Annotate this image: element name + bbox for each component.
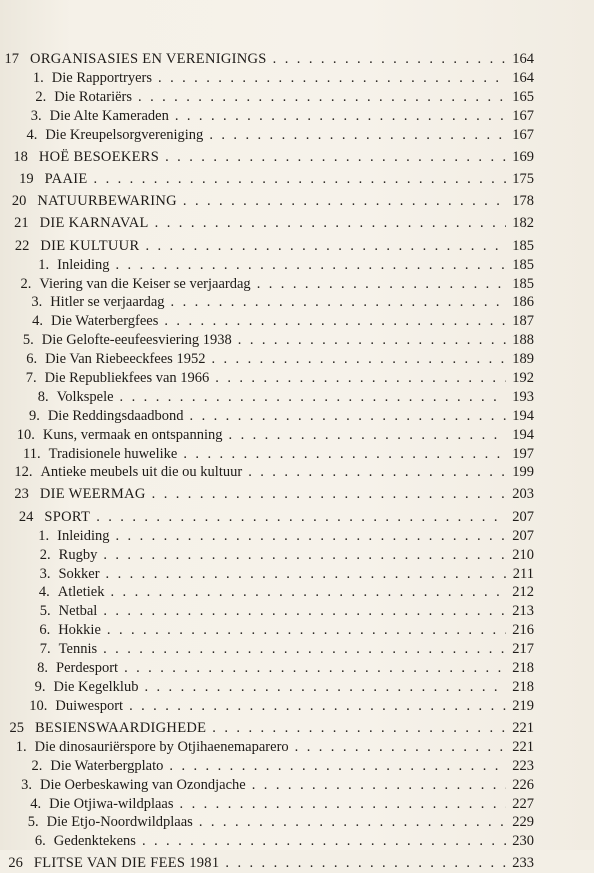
item-number: 4.	[32, 313, 43, 330]
item-title: Die Alte Kameraden	[49, 107, 169, 124]
toc-subentry-row	[0, 795, 594, 814]
dot-leader	[107, 621, 506, 640]
page-number: 188	[512, 332, 534, 349]
item-number: 3.	[31, 294, 43, 311]
page-number: 185	[512, 237, 534, 254]
page-number: 164	[512, 51, 534, 67]
dot-leader	[165, 148, 506, 167]
page-number: 229	[512, 814, 534, 831]
item-number: 9.	[28, 407, 40, 424]
page-number: 197	[512, 445, 534, 462]
chapter-title: DIE KARNAVAL	[39, 215, 149, 232]
chapter-title: PAAIE	[44, 170, 88, 187]
dot-leader	[169, 757, 506, 776]
item-number: 6.	[26, 351, 38, 368]
dot-leader	[129, 697, 506, 716]
toc-subentry-row	[0, 776, 594, 795]
toc-subentry-row	[0, 832, 594, 851]
item-title: Die Waterbergfees	[50, 313, 159, 330]
toc-chapter-row	[0, 170, 594, 189]
item-title: Die Van Riebeeckfees 1952	[45, 351, 206, 368]
toc-subentry-row	[0, 463, 594, 482]
dot-leader	[103, 602, 506, 621]
item-title: Hokkie	[58, 622, 101, 639]
item-number: 2.	[20, 275, 32, 292]
chapter-title: FLITSE VAN DIE FEES 1981	[33, 855, 220, 872]
toc-subentry-row	[0, 350, 594, 369]
toc-subentry-row	[0, 659, 594, 678]
dot-leader	[144, 678, 506, 697]
chapter-title: SPORT	[44, 508, 91, 525]
page-number: 210	[512, 546, 534, 563]
item-number: 2.	[31, 757, 43, 774]
item-number: 10.	[16, 426, 35, 443]
page-number: 203	[512, 486, 534, 503]
item-title: Die dinosauriërspore by Otjihaenemaparero	[34, 738, 289, 755]
page-number: 194	[512, 407, 534, 424]
dot-leader	[229, 426, 507, 445]
dot-leader	[248, 463, 506, 482]
dot-leader	[115, 527, 506, 546]
dot-leader	[257, 275, 507, 294]
item-title: Die Kreupelsorgvereniging	[45, 126, 204, 143]
item-title: Inleiding	[57, 527, 110, 544]
dot-leader	[106, 565, 507, 584]
toc-subentry-row	[0, 583, 594, 602]
item-title: Tennis	[58, 641, 98, 658]
dot-leader	[115, 256, 506, 275]
page-number: 185	[512, 275, 534, 292]
item-title: Die Waterbergplato	[50, 757, 164, 774]
item-title: Perdesport	[56, 659, 119, 676]
item-title: Die Rotariërs	[54, 89, 133, 106]
item-title: Gedenktekens	[53, 833, 136, 850]
toc-subentry-row	[0, 88, 594, 107]
item-title: Die Rapportryers	[51, 70, 153, 87]
chapter-number: 20	[11, 193, 27, 210]
page-number: 216	[512, 622, 534, 639]
dot-leader	[190, 407, 507, 426]
toc-subentry-row	[0, 813, 594, 832]
dot-leader	[96, 508, 506, 527]
item-number: 7.	[39, 641, 51, 658]
page-number: 217	[512, 641, 534, 658]
toc-subentry-row	[0, 697, 594, 716]
toc-subentry-row	[0, 738, 594, 757]
page-number: 207	[512, 508, 534, 525]
item-number: 2.	[35, 89, 47, 106]
item-number: 1.	[32, 70, 44, 87]
page-number: 178	[512, 193, 534, 210]
toc-subentry-row	[0, 621, 594, 640]
dot-leader	[252, 776, 507, 795]
toc-subentry-row	[0, 640, 594, 659]
dot-leader	[209, 126, 506, 145]
chapter-title: DIE WEERMAG	[39, 486, 146, 503]
chapter-number: 25	[9, 719, 24, 736]
page-number: 165	[512, 89, 534, 106]
item-title: Duiwesport	[55, 697, 124, 714]
page-number: 167	[512, 126, 534, 143]
page-number: 182	[512, 215, 534, 232]
page-number: 211	[512, 565, 534, 582]
item-title: Atletiek	[57, 584, 105, 601]
toc-subentry-row	[0, 678, 594, 697]
dot-leader	[180, 795, 507, 814]
dot-leader	[199, 813, 506, 832]
toc-subentry-row	[0, 757, 594, 776]
item-number: 1.	[38, 256, 50, 273]
page-number: 193	[512, 388, 534, 405]
item-number: 4.	[26, 126, 38, 143]
page-number: 213	[512, 603, 534, 620]
chapter-number: 23	[14, 486, 29, 503]
item-number: 4.	[30, 795, 42, 812]
item-number: 3.	[30, 107, 42, 124]
item-title: Antieke meubels uit die ou kultuur	[40, 464, 243, 481]
toc-chapter-row	[0, 192, 594, 211]
toc-chapter-row	[0, 237, 594, 256]
page-number: 164	[512, 70, 534, 87]
item-number: 9.	[34, 678, 46, 695]
table-of-contents	[0, 50, 594, 873]
dot-leader	[215, 369, 506, 388]
dot-leader	[110, 583, 506, 602]
toc-subentry-row	[0, 388, 594, 407]
toc-subentry-row	[0, 546, 594, 565]
item-number: 7.	[25, 370, 37, 387]
toc-subentry-row	[0, 527, 594, 546]
dot-leader	[152, 485, 507, 504]
chapter-title: HOË BESOEKERS	[38, 148, 160, 165]
dot-leader	[273, 50, 507, 69]
chapter-number: 17	[4, 51, 20, 67]
toc-subentry-row	[0, 312, 594, 331]
dot-leader	[238, 331, 506, 350]
item-title: Viering van die Keiser se verjaardag	[39, 275, 251, 292]
chapter-number: 18	[13, 148, 28, 165]
page-number: 226	[512, 776, 534, 793]
toc-subentry-row	[0, 426, 594, 445]
item-title: Die Gelofte-eeufeesviering 1938	[41, 332, 232, 349]
toc-subentry-row	[0, 565, 594, 584]
chapter-title: DIE KULTUUR	[40, 237, 140, 254]
item-number: 11.	[23, 445, 41, 462]
page-number: 230	[512, 833, 534, 850]
toc-subentry-row	[0, 69, 594, 88]
toc-subentry-row	[0, 275, 594, 294]
chapter-number: 24	[18, 508, 34, 525]
chapter-number: 26	[8, 855, 23, 872]
item-title: Inleiding	[57, 256, 110, 273]
page-number: 221	[512, 738, 534, 755]
page-number: 189	[512, 351, 534, 368]
page-number: 169	[512, 148, 534, 165]
item-title: Tradisionele huwelike	[48, 445, 178, 462]
toc-chapter-row	[0, 148, 594, 167]
item-number: 5.	[27, 814, 39, 831]
page-number: 186	[512, 294, 534, 311]
dot-leader	[171, 293, 507, 312]
item-title: Die Republiekfees van 1966	[44, 370, 210, 387]
item-number: 8.	[37, 388, 49, 405]
dot-leader	[103, 546, 506, 565]
chapter-title: ORGANISASIES EN VERENIGINGS	[30, 51, 267, 67]
dot-leader	[183, 192, 506, 211]
dot-leader	[158, 69, 506, 88]
item-number: 10.	[29, 697, 48, 714]
toc-subentry-row	[0, 331, 594, 350]
page-number: 212	[512, 584, 534, 601]
dot-leader	[175, 107, 506, 126]
toc-chapter-row	[0, 485, 594, 504]
dot-leader	[124, 659, 506, 678]
chapter-title: BESIENSWAARDIGHEDE	[34, 719, 207, 736]
dot-leader	[145, 237, 506, 256]
dot-leader	[155, 214, 507, 233]
toc-subentry-row	[0, 602, 594, 621]
toc-chapter-row	[0, 719, 594, 738]
item-number: 4.	[38, 584, 50, 601]
page-number: 185	[512, 256, 534, 273]
item-title: Volkspele	[56, 388, 114, 405]
page-number: 167	[512, 107, 534, 124]
item-number: 12.	[14, 464, 33, 481]
page-number: 227	[512, 795, 534, 812]
item-title: Die Oerbeskawing van Ozondjache	[40, 776, 246, 793]
dot-leader	[142, 832, 506, 851]
page-number: 221	[512, 719, 534, 736]
toc-subentry-row	[0, 126, 594, 145]
page-number: 207	[512, 527, 534, 544]
toc-subentry-row	[0, 107, 594, 126]
dot-leader	[138, 88, 506, 107]
item-title: Sokker	[58, 565, 100, 582]
item-number: 6.	[34, 833, 46, 850]
dot-leader	[120, 388, 507, 407]
toc-subentry-row	[0, 407, 594, 426]
dot-leader	[94, 170, 507, 189]
item-number: 3.	[21, 776, 32, 793]
dot-leader	[212, 719, 506, 738]
page-number: 187	[512, 313, 534, 330]
page-number: 218	[512, 659, 534, 676]
page-number: 199	[512, 464, 534, 481]
page-number: 194	[512, 426, 534, 443]
item-title: Die Etjo-Noordwildplaas	[46, 814, 193, 831]
item-number: 1.	[15, 738, 27, 755]
item-number: 8.	[37, 659, 49, 676]
page-number: 192	[512, 370, 534, 387]
page-number: 223	[512, 757, 534, 774]
item-title: Rugby	[58, 546, 98, 563]
dot-leader	[211, 350, 506, 369]
page-number: 175	[512, 170, 534, 187]
toc-subentry-row	[0, 445, 594, 464]
item-title: Netbal	[58, 603, 98, 620]
item-number: 3.	[39, 565, 51, 582]
page-number: 218	[512, 678, 534, 695]
item-title: Die Kegelklub	[53, 678, 139, 695]
page-number: 219	[512, 697, 534, 714]
item-title: Die Otjiwa-wildplaas	[49, 795, 174, 812]
dot-leader	[164, 312, 506, 331]
toc-chapter-row	[0, 508, 594, 527]
dot-leader	[183, 445, 506, 464]
toc-subentry-row	[0, 369, 594, 388]
toc-subentry-row	[0, 256, 594, 275]
item-title: Die Reddingsdaadbond	[47, 407, 184, 424]
page-number: 233	[512, 855, 534, 872]
item-number: 1.	[38, 527, 50, 544]
chapter-number: 19	[19, 170, 34, 187]
item-title: Hitler se verjaardag	[50, 294, 165, 311]
toc-chapter-row	[0, 854, 594, 873]
dot-leader	[103, 640, 506, 659]
item-number: 5.	[39, 603, 51, 620]
toc-chapter-row	[0, 214, 594, 233]
item-number: 5.	[22, 332, 34, 349]
toc-subentry-row	[0, 293, 594, 312]
toc-chapter-row	[0, 50, 594, 69]
dot-leader	[225, 854, 506, 873]
chapter-number: 21	[14, 215, 29, 232]
chapter-number: 22	[14, 237, 30, 254]
item-title: Kuns, vermaak en ontspanning	[42, 426, 223, 443]
dot-leader	[295, 738, 507, 757]
item-number: 2.	[39, 546, 51, 563]
item-number: 6.	[39, 622, 51, 639]
chapter-title: NATUURBEWARING	[37, 193, 177, 210]
